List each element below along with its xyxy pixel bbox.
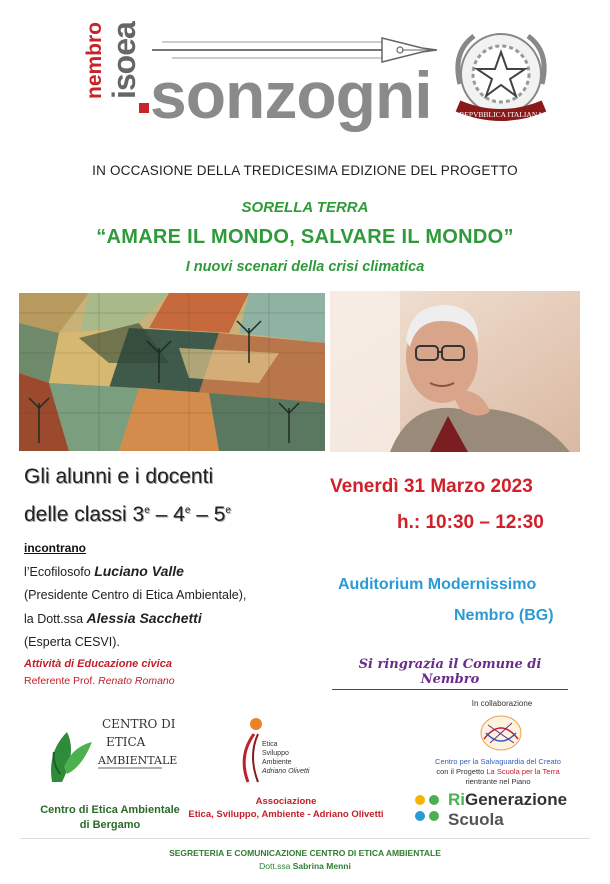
event-subtitle: I nuovi scenari della crisi climatica (185, 259, 425, 275)
meet-label: incontrano (24, 541, 86, 555)
referente-label: Referente Prof. Renato Romano (24, 675, 175, 687)
creato-logo (478, 713, 524, 753)
rigenerazione-subtitle: Scuola (448, 810, 504, 829)
collaboration-label: In collaborazione (471, 699, 533, 708)
svg-text:ETICA: ETICA (106, 735, 146, 749)
audience-line-1: Gli alunni e i docenti (24, 465, 214, 488)
cea-logo (42, 712, 178, 792)
esa-label: Associazione Etica, Sviluppo, Ambiente - Adriano Olivetti (188, 796, 384, 820)
logo-vertical-text: isoea (106, 22, 142, 99)
logo-vertical-city: nembro (83, 22, 106, 100)
creato-label: Centro per la Salvaguardia del Creato con il Progetto La Scuola per la Terra rientrante nel Piano (435, 757, 561, 786)
speaker-photo (330, 291, 580, 452)
event-time: h.: 10:30 – 12:30 (397, 512, 544, 533)
footer-contact: Dott.ssa Sabrina Menni (259, 861, 351, 871)
svg-text:AMBIENTALE: AMBIENTALE (98, 754, 178, 767)
italian-republic-emblem (446, 22, 556, 130)
event-date: Venerdì 31 Marzo 2023 (330, 476, 533, 497)
svg-text:Etica: Etica (262, 741, 278, 748)
audience-line-2: delle classi 3e – 4e – 5e (24, 503, 231, 526)
pen-nib-icon (152, 20, 437, 64)
abstract-painting (19, 293, 325, 451)
svg-text:CENTRO DI: CENTRO DI (102, 717, 176, 731)
logo-dot (139, 103, 149, 113)
logo-main-text: sonzogni (150, 58, 432, 132)
cea-label: Centro di Etica Ambientale di Bergamo (40, 804, 180, 831)
school-logo (82, 18, 142, 136)
emblem-ribbon-text: REPVBBLICA ITALIANA (459, 110, 543, 119)
svg-text:Sviluppo: Sviluppo (262, 750, 289, 757)
footer-segreteria: SEGRETERIA E COMUNICAZIONE CENTRO DI ETICA AMBIENTALE (169, 848, 441, 858)
speakers-list (24, 560, 246, 654)
speaker-2-role: (Esperta CESVI). (24, 635, 120, 649)
speaker-2: la Dott.ssa Alessia Sacchetti (24, 610, 202, 626)
rigenerazione-title: RiGenerazione (448, 790, 568, 809)
activity-label: Attività di Educazione civica (24, 658, 172, 670)
speaker-1: l’Ecofilosofo Luciano Valle (24, 563, 184, 579)
svg-text:Ambiente: Ambiente (262, 759, 292, 766)
rigenerazione-logo (412, 790, 587, 830)
audience-text (24, 460, 231, 532)
project-name: SORELLA TERRA (241, 199, 369, 216)
event-city: Nembro (BG) (454, 607, 554, 624)
thanks-text: Si ringrazia il Comune di Nembro (332, 657, 568, 690)
footer-divider (20, 838, 590, 839)
speaker-1-role: (Presidente Centro di Etica Ambientale), (24, 588, 247, 602)
intro-text: IN OCCASIONE DELLA TREDICESIMA EDIZIONE DEL PROGETTO (92, 163, 518, 178)
svg-text:Adriano Olivetti: Adriano Olivetti (262, 768, 310, 775)
rigenerazione-icon (412, 792, 444, 826)
esa-logo (228, 716, 338, 786)
event-title: “AMARE IL MONDO, SALVARE IL MONDO” (96, 226, 514, 248)
event-place: Auditorium Modernissimo (338, 576, 537, 593)
